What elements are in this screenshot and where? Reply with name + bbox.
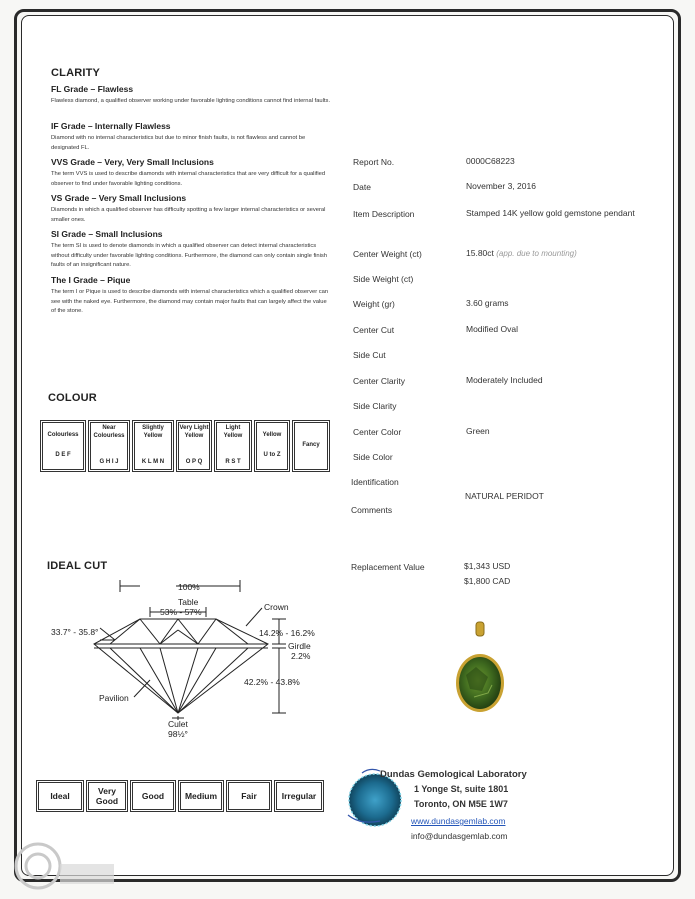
colour-cell-name: Colourless bbox=[47, 431, 79, 438]
report-value: NATURAL PERIDOT bbox=[465, 491, 544, 501]
lab-website-link[interactable]: www.dundasgemlab.com bbox=[411, 816, 506, 826]
grade-text: Diamond with no internal characteristics but due to minor finish faults, is not flawless and cannot be designated FL. bbox=[51, 135, 306, 151]
pendant-photo bbox=[430, 615, 510, 715]
report-label: Comments bbox=[351, 505, 393, 515]
report-label: Center Weight (ct) bbox=[353, 249, 422, 259]
lab-address-line2: Toronto, ON M5E 1W7 bbox=[414, 799, 508, 809]
lab-email: info@dundasgemlab.com bbox=[411, 831, 508, 841]
report-label: Item Description bbox=[353, 209, 415, 219]
ideal-cut-title: IDEAL CUT bbox=[47, 560, 108, 572]
report-label: Side Clarity bbox=[353, 401, 397, 411]
replacement-value-cad: $1,800 CAD bbox=[464, 576, 511, 586]
table-label: Table bbox=[178, 597, 199, 607]
colour-title: COLOUR bbox=[48, 392, 97, 404]
cut-grade-table bbox=[36, 780, 326, 812]
colour-cell-grades: D E F bbox=[55, 452, 71, 458]
report-value: Stamped 14K yellow gold gemstone pendant bbox=[466, 208, 635, 218]
culet-label: Culet bbox=[168, 719, 188, 729]
cut-grade-cell: Ideal bbox=[36, 780, 84, 812]
report-value: Moderately Included bbox=[466, 375, 543, 385]
grade-heading: The I Grade – Pique bbox=[51, 275, 131, 285]
colour-cell-grades: K L M N bbox=[141, 458, 165, 465]
report-label: Center Color bbox=[353, 427, 402, 437]
report-value: November 3, 2016 bbox=[466, 181, 536, 191]
report-label: Identification bbox=[351, 477, 399, 487]
report-note: (app. due to mounting) bbox=[496, 249, 577, 258]
cut-grade-cell: Very Good bbox=[86, 780, 128, 812]
grade-heading: FL Grade – Flawless bbox=[51, 84, 134, 94]
colour-cell-grades: G H I J bbox=[99, 458, 119, 465]
lab-address-line1: 1 Yonge St, suite 1801 bbox=[414, 784, 509, 794]
grade-text: The term I or Pique is used to describe diamonds with internal characteristics which a qualified observer can see with the naked eye. Furthermore, the diamond may contain major faults that can largely affect the value of the stone. bbox=[51, 289, 329, 314]
cut-grade-cell: Irregular bbox=[274, 780, 324, 812]
grade-heading: SI Grade – Small Inclusions bbox=[51, 229, 163, 239]
width-label: 100% bbox=[178, 582, 200, 592]
grade-text: The term SI is used to denote diamonds in which a qualified observer can detect internal characteristics without difficulty under favorable lighting conditions. Furthermore, the diamond can only contain single finish faults of an insignificant nature. bbox=[51, 243, 328, 268]
colour-cell-grades: O P Q bbox=[185, 458, 203, 465]
crown-height-label: 14.2% - 16.2% bbox=[259, 628, 315, 638]
colour-cell-name: Light Yellow bbox=[223, 425, 243, 439]
grade-heading: VS Grade – Very Small Inclusions bbox=[51, 193, 187, 203]
pavilion-depth-label: 42.2% - 43.8% bbox=[244, 677, 300, 687]
grade-heading: IF Grade – Internally Flawless bbox=[51, 121, 171, 131]
report-value-center-weight bbox=[466, 247, 577, 260]
watermark-logo bbox=[8, 830, 118, 894]
replacement-value-usd: $1,343 USD bbox=[464, 561, 511, 571]
report-label: Side Weight (ct) bbox=[353, 274, 414, 284]
report-label: Date bbox=[353, 182, 371, 192]
lab-name: Dundas Gemological Laboratory bbox=[380, 769, 527, 780]
report-label: Side Cut bbox=[353, 350, 386, 360]
grade-text: Diamonds in which a qualified observer has difficulty spotting a few larger internal characteristics or several smaller ones. bbox=[51, 207, 326, 223]
grade-text: Flawless diamond, a qualified observer working under favorable lighting conditions cannot find internal faults. bbox=[51, 98, 331, 104]
colour-cell-name: Slightly Yellow bbox=[142, 425, 164, 439]
colour-cell-name: Fancy bbox=[302, 441, 320, 448]
report-value: Modified Oval bbox=[466, 324, 518, 334]
culet-value-label: 98½° bbox=[168, 729, 188, 739]
grade-text: The term VVS is used to describe diamonds with internal characteristics that are very difficult for a qualified observer to find under favorable lighting conditions. bbox=[51, 171, 326, 187]
clarity-title: CLARITY bbox=[51, 67, 101, 79]
report-label: Weight (gr) bbox=[353, 299, 395, 309]
report-value: 3.60 grams bbox=[466, 298, 509, 308]
pavilion-label: Pavilion bbox=[99, 693, 129, 703]
report-label: Center Cut bbox=[353, 325, 395, 335]
colour-cell-grades: U to Z bbox=[263, 452, 281, 458]
report-value: 0000C68223 bbox=[466, 156, 515, 166]
cut-grade-cell: Fair bbox=[226, 780, 272, 812]
colour-cell-name: Near Colourless bbox=[93, 425, 125, 439]
cut-grade-cell: Medium bbox=[178, 780, 224, 812]
crown-angle-label: 33.7° - 35.8° bbox=[51, 627, 99, 637]
replacement-label: Replacement Value bbox=[351, 562, 425, 572]
crown-label: Crown bbox=[264, 602, 289, 612]
cut-grade-cell: Good bbox=[130, 780, 176, 812]
girdle-label: Girdle bbox=[288, 641, 311, 651]
girdle-value-label: 2.2% bbox=[291, 651, 311, 661]
report-label: Center Clarity bbox=[353, 376, 405, 386]
table-range-label: 53% - 57% bbox=[160, 607, 202, 617]
grade-heading: VVS Grade – Very, Very Small Inclusions bbox=[51, 157, 214, 167]
colour-cell-name: Very Light Yellow bbox=[179, 425, 209, 439]
report-label: Side Color bbox=[353, 452, 393, 462]
report-label: Report No. bbox=[353, 157, 395, 167]
report-value: 15.80ct bbox=[466, 248, 494, 258]
colour-cell-grades: R S T bbox=[225, 458, 241, 465]
colour-cell-name: Yellow bbox=[262, 431, 282, 438]
report-value: Green bbox=[466, 426, 490, 436]
